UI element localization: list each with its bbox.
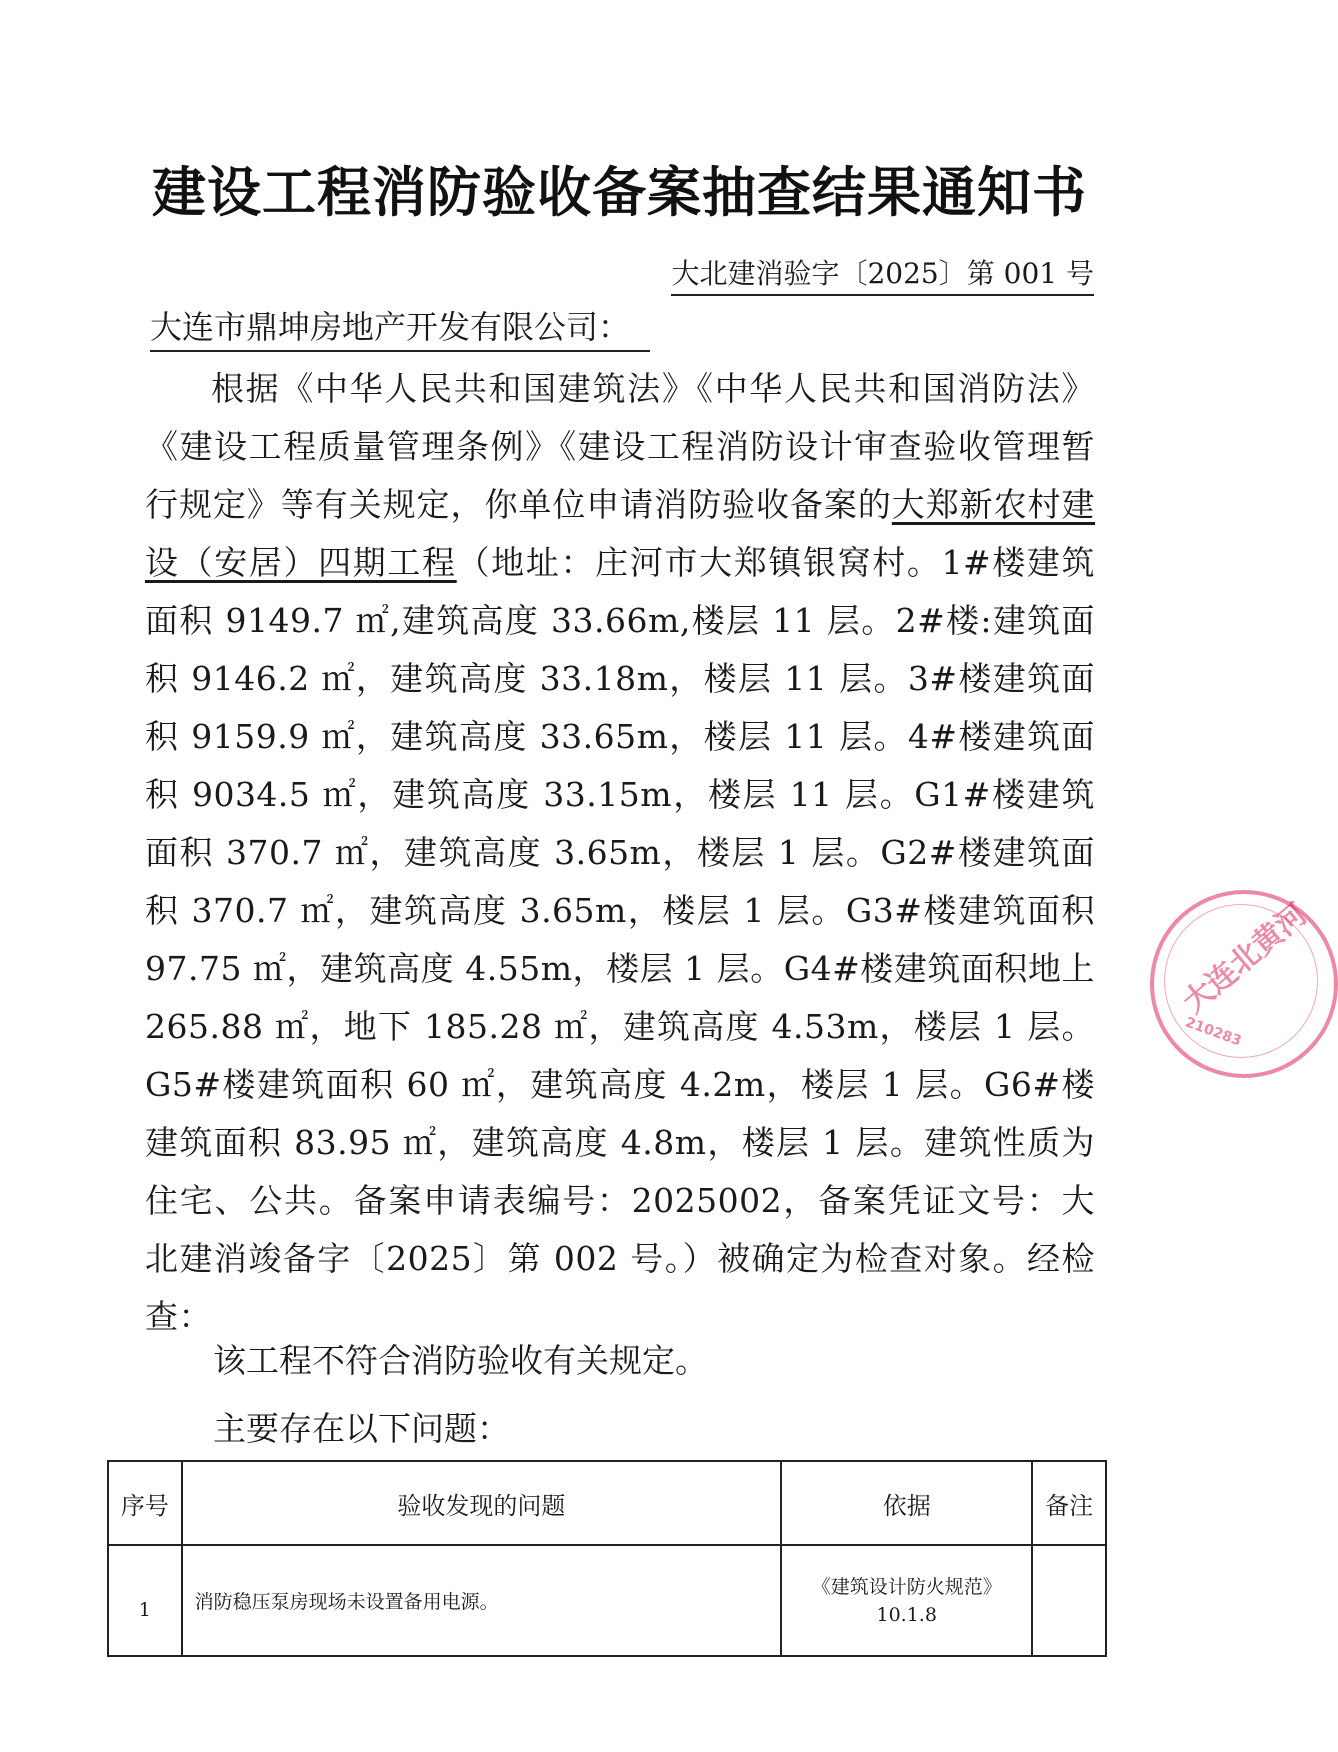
issues-table <box>107 1460 1107 1657</box>
document-title: 建设工程消防验收备案抽查结果通知书 <box>152 161 1087 224</box>
project-name: 大郑新农村建设（安居）四期工程 <box>145 485 1096 582</box>
header-issue: 验收发现的问题 <box>182 1461 781 1545</box>
header-basis: 依据 <box>781 1461 1032 1545</box>
row-remark <box>1032 1545 1106 1656</box>
row-basis-code: 《建筑设计防火规范》 <box>811 1575 1002 1598</box>
row-issue: 消防稳压泵房现场未设置备用电源。 <box>182 1545 781 1656</box>
table-row <box>108 1545 1106 1656</box>
row-basis <box>781 1545 1032 1656</box>
recipient: 大连市鼎坤房地产开发有限公司： <box>150 302 650 352</box>
seal-text: 大连北黄河 <box>1176 897 1314 1021</box>
official-seal-stamp <box>1150 890 1338 1078</box>
body-paragraph <box>145 360 1095 1346</box>
document-number: 大北建消验字〔2025〕第 001 号 <box>671 252 1094 296</box>
issues-heading: 主要存在以下问题： <box>213 1409 510 1448</box>
header-remark: 备注 <box>1032 1461 1106 1545</box>
conclusion: 该工程不符合消防验收有关规定。 <box>213 1341 708 1380</box>
body-text-part1: 根据《中华人民共和国建筑法》《中华人民共和国消防法》《建设工程质量管理条例》《建设工程消防设计审查验收管理暂行规定》等有关规定，你单位申请消防验收备案的 <box>145 369 1095 524</box>
seal-code: 210283 <box>1183 1014 1244 1050</box>
row-basis-clause: 10.1.8 <box>876 1603 937 1626</box>
header-number: 序号 <box>108 1461 182 1545</box>
table-header-row <box>108 1461 1106 1545</box>
row-number: 1 <box>108 1545 182 1656</box>
body-text-part2: （地址：庄河市大郑镇银窝村。1#楼建筑面积 9149.7 ㎡,建筑高度 33.66m,楼层 11 层。2#楼:建筑面积 9146.2 ㎡，建筑高度 33.18m，楼层 11 层。3#楼建筑面积 9159.9 ㎡，建筑高度 33.65m，楼层 11 层。4#楼建筑面积 9034.5 ㎡，建筑高度 33.15m，楼层 11 层。G1#楼建筑面积 370.7 ㎡，建筑高度 3.65m，楼层 1 层。G2#楼建筑面积 370.7 ㎡，建筑高度 3.65m，楼层 1 层。G3#楼建筑面积 97.75 ㎡，建筑高度 4.55m，楼层 1 层。G4#楼建筑面积地上 265.88 ㎡，地下 185.28 ㎡，建筑高度 4.53m，楼层 1 层。G5#楼建筑面积 60 ㎡，建筑高度 4.2m，楼层 1 层。G6#楼建筑面积 83.95 ㎡，建筑高度 4.8m，楼层 1 层。建筑性质为住宅、公共。备案申请表编号：2025002，备案凭证文号：大北建消竣备字〔2025〕第 002 号。）被确定为检查对象。经检查： <box>145 543 1096 1336</box>
